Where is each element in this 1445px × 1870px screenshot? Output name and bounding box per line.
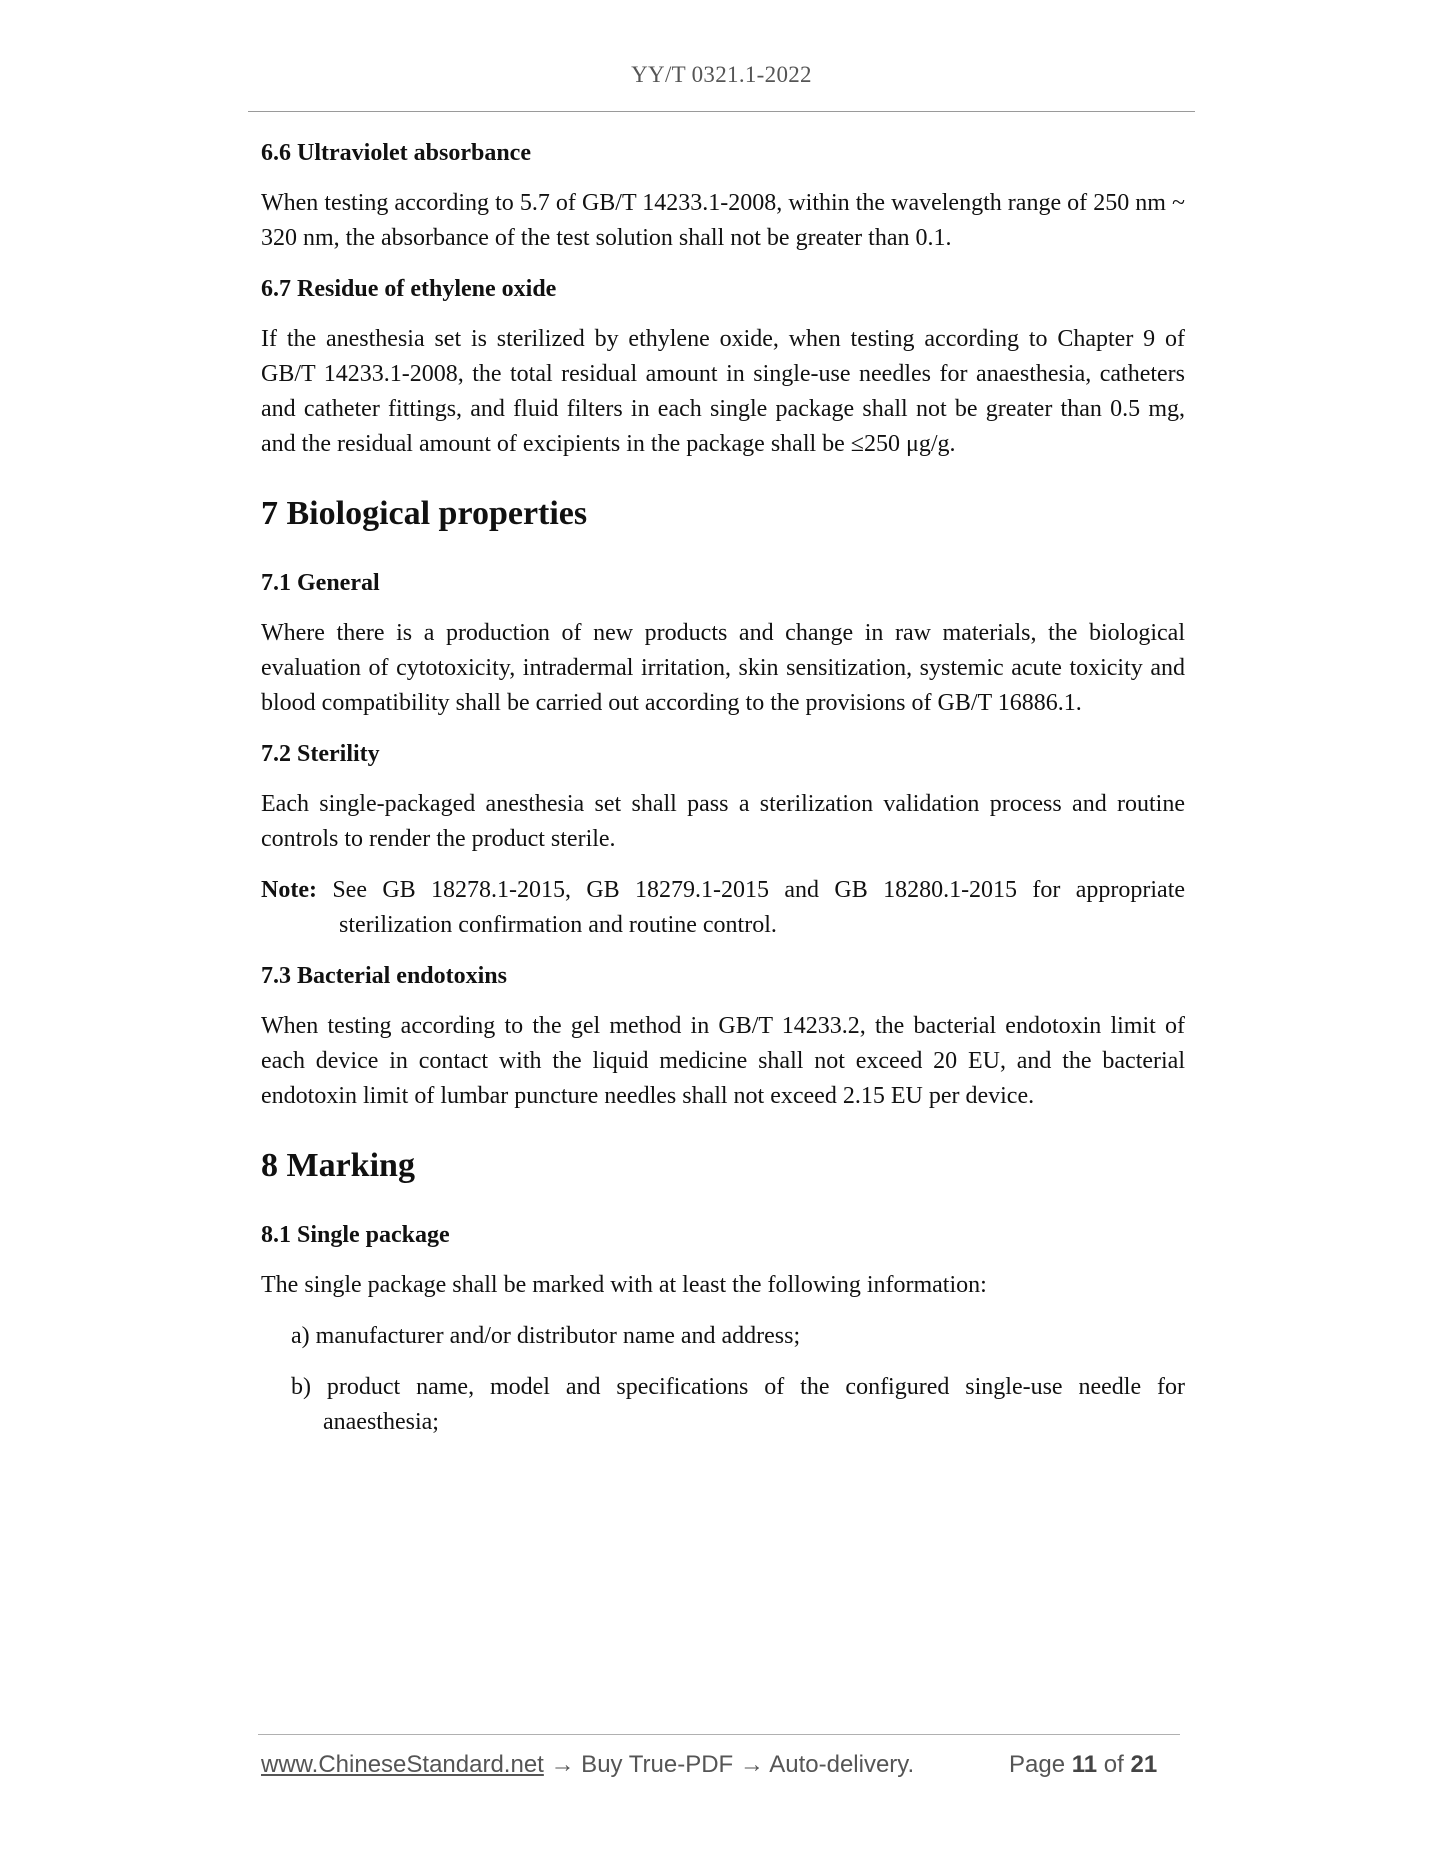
page-current: 11 [1071,1751,1098,1778]
page-number [1009,1751,1157,1779]
section-7-1-heading: 7.1 General [261,570,380,596]
list-item: b) product name, model and specifications of the configured single-use needle for anaesthesia; [291,1374,1185,1435]
section-7-heading: 7 Biological properties [261,495,588,532]
page-of: of [1103,1751,1124,1778]
section-7-2-heading: 7.2 Sterility [261,741,380,767]
section-6-6-body: When testing according to 5.7 of GB/T 14233.1-2008, within the wavelength range of 250 nm ~ 320 nm, the absorbance of the test solution shall not be greater than 0.1. [261,190,1185,251]
section-7-3-body: When testing according to the gel method in GB/T 14233.2, the bacterial endotoxin limit of each device in contact with the liquid medicine shall not exceed 20 EU, and the bacterial endotoxin limit of lumbar puncture needles shall not exceed 2.15 EU per device. [261,1013,1185,1109]
page-label: Page [1009,1751,1066,1778]
section-7-3-heading: 7.3 Bacterial endotoxins [261,963,507,989]
section-6-6-heading: 6.6 Ultraviolet absorbance [261,140,531,166]
website-link[interactable]: www.ChineseStandard.net [261,1751,544,1778]
section-6-7-body: If the anesthesia set is sterilized by ethylene oxide, when testing according to Chapter 9 of GB/T 14233.1-2008, the total residual amount in single-use needles for anaesthesia, catheters and catheter fittings, and fluid filters in each single package shall not be greater than 0.5 mg, and the residual amount of excipients in the package shall be ≤250 μg/g. [261,326,1185,457]
note-text: See GB 18278.1-2015, GB 18279.1-2015 and GB 18280.1-2015 for appropriate sterilization confirmation and routine control. [332,877,1186,938]
running-header: YY/T 0321.1-2022 [631,62,812,87]
list-item: a) manufacturer and/or distributor name and address; [291,1323,801,1349]
section-7-2-body: Each single-packaged anesthesia set shall pass a sterilization validation process and routine controls to render the product sterile. [261,791,1185,852]
section-6-7-heading: 6.7 Residue of ethylene oxide [261,276,557,302]
section-8-heading: 8 Marking [261,1147,415,1184]
footer-tagline: → Buy True-PDF → Auto-delivery. [543,1751,915,1778]
footer-divider [258,1734,1180,1735]
page-total: 21 [1130,1751,1158,1778]
note-label: Note: [261,877,317,903]
section-8-1-heading: 8.1 Single package [261,1222,450,1248]
section-8-1-body: The single package shall be marked with at least the following information: [261,1272,987,1298]
section-7-2-note [261,873,1185,943]
footer-promo [261,1751,914,1779]
header-divider [248,111,1195,112]
section-7-1-body: Where there is a production of new products and change in raw materials, the biological evaluation of cytotoxicity, intradermal irritation, skin sensitization, systemic acute toxicity and blood compatibility shall be carried out according to the provisions of GB/T 16886.1. [261,620,1185,716]
page-content [261,136,1185,1440]
